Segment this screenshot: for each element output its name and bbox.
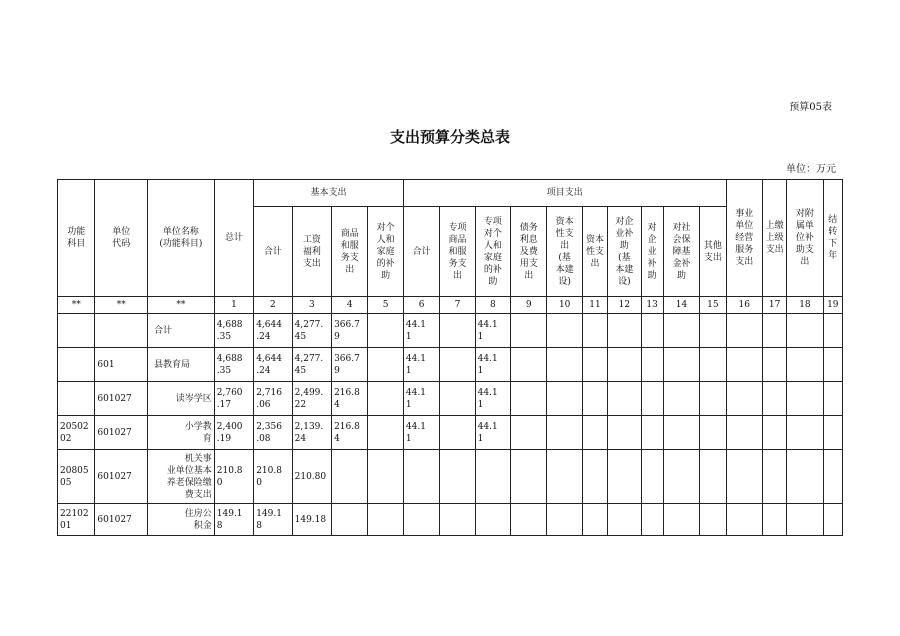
basic-subtotal-cell: 210.8 0 bbox=[254, 450, 292, 504]
column-index-cell: 18 bbox=[787, 297, 823, 314]
upper-cell bbox=[762, 416, 786, 450]
carryover-cell bbox=[823, 416, 842, 450]
col-project-personal: 专项 对个 人和 家庭 的补 助 bbox=[475, 207, 510, 297]
col-total: 总计 bbox=[214, 180, 253, 297]
project-capital-cell bbox=[582, 314, 607, 348]
col-subsidiary: 对附 属单 位补 助支 出 bbox=[787, 180, 823, 297]
unit-code-cell: 601027 bbox=[95, 504, 148, 536]
project-ent-subsidy-build-cell bbox=[608, 416, 641, 450]
basic-subtotal-cell: 4,644 .24 bbox=[254, 348, 292, 382]
column-index-cell: 14 bbox=[663, 297, 699, 314]
column-index-cell: 19 bbox=[823, 297, 842, 314]
col-project-capital: 资本 性支 出 bbox=[582, 207, 607, 297]
subsidiary-cell bbox=[787, 348, 823, 382]
table-row bbox=[58, 314, 843, 348]
unit-code-cell: 601 bbox=[95, 348, 148, 382]
col-unit-name: 单位名称 (功能科目) bbox=[148, 180, 215, 297]
column-index-cell: 6 bbox=[403, 297, 439, 314]
col-project-other: 其他 支出 bbox=[700, 207, 726, 297]
project-capital-cell bbox=[582, 382, 607, 416]
project-capital-build-cell bbox=[547, 416, 582, 450]
project-personal-cell: 44.1 1 bbox=[475, 416, 510, 450]
basic-goods-cell: 366.7 9 bbox=[332, 314, 368, 348]
project-personal-cell: 44.1 1 bbox=[475, 348, 510, 382]
project-other-cell bbox=[700, 382, 726, 416]
upper-cell bbox=[762, 450, 786, 504]
project-debt-cell bbox=[511, 348, 547, 382]
column-index-cell: 17 bbox=[762, 297, 786, 314]
project-goods-cell bbox=[440, 382, 475, 416]
col-business: 事业 单位 经营 服务 支出 bbox=[726, 180, 762, 297]
func-subject-cell: 20502 02 bbox=[58, 416, 95, 450]
project-debt-cell bbox=[511, 450, 547, 504]
unit-code-cell bbox=[95, 314, 148, 348]
project-goods-cell bbox=[440, 504, 475, 536]
project-personal-cell: 44.1 1 bbox=[475, 314, 510, 348]
project-capital-cell bbox=[582, 348, 607, 382]
project-ent-subsidy-cell bbox=[641, 348, 663, 382]
basic-personal-cell bbox=[368, 504, 403, 536]
project-subtotal-cell: 44.1 1 bbox=[403, 416, 439, 450]
budget-table bbox=[57, 179, 843, 536]
upper-cell bbox=[762, 382, 786, 416]
project-other-cell bbox=[700, 348, 726, 382]
basic-subtotal-cell: 2,356 .08 bbox=[254, 416, 292, 450]
basic-subtotal-cell: 149.1 8 bbox=[254, 504, 292, 536]
column-index-cell: 15 bbox=[700, 297, 726, 314]
project-subtotal-cell bbox=[403, 450, 439, 504]
project-ent-subsidy-cell bbox=[641, 314, 663, 348]
table-row bbox=[58, 504, 843, 536]
basic-goods-cell: 216.8 4 bbox=[332, 382, 368, 416]
project-other-cell bbox=[700, 416, 726, 450]
col-project-debt: 债务 利息 及费 用支 出 bbox=[511, 207, 547, 297]
project-capital-build-cell bbox=[547, 382, 582, 416]
col-basic-subtotal: 合计 bbox=[254, 207, 292, 297]
project-ent-subsidy-build-cell bbox=[608, 348, 641, 382]
col-upper: 上缴 上级 支出 bbox=[762, 180, 786, 297]
table-row bbox=[58, 348, 843, 382]
project-other-cell bbox=[700, 504, 726, 536]
column-index-cell: 7 bbox=[440, 297, 475, 314]
col-project-ent-subsidy: 对企 业补 助 bbox=[641, 207, 663, 297]
column-index-cell: 13 bbox=[641, 297, 663, 314]
basic-personal-cell bbox=[368, 348, 403, 382]
project-ent-subsidy-cell bbox=[641, 382, 663, 416]
basic-personal-cell bbox=[368, 450, 403, 504]
subsidiary-cell bbox=[787, 314, 823, 348]
subsidiary-cell bbox=[787, 416, 823, 450]
project-goods-cell bbox=[440, 348, 475, 382]
group-project: 项目支出 bbox=[403, 180, 726, 207]
business-cell bbox=[726, 314, 762, 348]
project-capital-build-cell bbox=[547, 450, 582, 504]
col-project-capital-build: 资本 性支 出 (基 本建 设) bbox=[547, 207, 582, 297]
project-ent-subsidy-build-cell bbox=[608, 504, 641, 536]
col-basic-goods: 商品 和服 务支 出 bbox=[332, 207, 368, 297]
table-row bbox=[58, 382, 843, 416]
col-project-social-fund: 对社 会保 障基 金补 助 bbox=[663, 207, 699, 297]
basic-wages-cell: 4,277. 45 bbox=[292, 348, 331, 382]
basic-goods-cell: 216.8 4 bbox=[332, 416, 368, 450]
basic-goods-cell: 366.7 9 bbox=[332, 348, 368, 382]
project-capital-build-cell bbox=[547, 348, 582, 382]
upper-cell bbox=[762, 314, 786, 348]
carryover-cell bbox=[823, 348, 842, 382]
func-subject-cell bbox=[58, 314, 95, 348]
project-goods-cell bbox=[440, 450, 475, 504]
column-index-cell: ** bbox=[148, 297, 215, 314]
basic-subtotal-cell: 4,644 .24 bbox=[254, 314, 292, 348]
column-index-row bbox=[58, 297, 843, 314]
project-debt-cell bbox=[511, 382, 547, 416]
table-row bbox=[58, 416, 843, 450]
project-subtotal-cell: 44.1 1 bbox=[403, 348, 439, 382]
project-capital-cell bbox=[582, 416, 607, 450]
unit-name-cell: 县教育局 bbox=[148, 348, 215, 382]
unit-name-cell: 住房公 积金 bbox=[148, 504, 215, 536]
unit-label: 单位：万元 bbox=[786, 164, 836, 175]
unit-code-cell: 601027 bbox=[95, 382, 148, 416]
project-personal-cell bbox=[475, 450, 510, 504]
project-capital-build-cell bbox=[547, 504, 582, 536]
total-cell: 2,760 .17 bbox=[214, 382, 253, 416]
basic-subtotal-cell: 2,716 .06 bbox=[254, 382, 292, 416]
func-subject-cell: 20805 05 bbox=[58, 450, 95, 504]
column-index-cell: 16 bbox=[726, 297, 762, 314]
basic-wages-cell: 2,139. 24 bbox=[292, 416, 331, 450]
column-index-cell: 4 bbox=[332, 297, 368, 314]
project-goods-cell bbox=[440, 314, 475, 348]
basic-personal-cell bbox=[368, 416, 403, 450]
total-cell: 4,688 .35 bbox=[214, 348, 253, 382]
basic-wages-cell: 4,277. 45 bbox=[292, 314, 331, 348]
project-social-fund-cell bbox=[663, 416, 699, 450]
basic-wages-cell: 2,499. 22 bbox=[292, 382, 331, 416]
col-project-ent-subsidy-build: 对企 业补 助 (基 本建 设) bbox=[608, 207, 641, 297]
column-index-cell: 2 bbox=[254, 297, 292, 314]
project-ent-subsidy-cell bbox=[641, 504, 663, 536]
column-index-cell: 9 bbox=[511, 297, 547, 314]
column-index-cell: 3 bbox=[292, 297, 331, 314]
carryover-cell bbox=[823, 450, 842, 504]
project-other-cell bbox=[700, 450, 726, 504]
basic-personal-cell bbox=[368, 382, 403, 416]
unit-name-cell: 小学教 育 bbox=[148, 416, 215, 450]
col-unit-code: 单位 代码 bbox=[95, 180, 148, 297]
table-row bbox=[58, 450, 843, 504]
col-basic-personal: 对个 人和 家庭 的补 助 bbox=[368, 207, 403, 297]
unit-name-cell: 读岑学区 bbox=[148, 382, 215, 416]
total-cell: 2,400 .19 bbox=[214, 416, 253, 450]
project-ent-subsidy-build-cell bbox=[608, 450, 641, 504]
carryover-cell bbox=[823, 314, 842, 348]
carryover-cell bbox=[823, 504, 842, 536]
table-body bbox=[58, 314, 843, 536]
col-basic-wages: 工资 福利 支出 bbox=[292, 207, 331, 297]
total-cell: 149.1 8 bbox=[214, 504, 253, 536]
project-capital-cell bbox=[582, 450, 607, 504]
business-cell bbox=[726, 416, 762, 450]
basic-wages-cell: 210.80 bbox=[292, 450, 331, 504]
project-other-cell bbox=[700, 314, 726, 348]
func-subject-cell bbox=[58, 348, 95, 382]
column-index-cell: 5 bbox=[368, 297, 403, 314]
group-basic: 基本支出 bbox=[254, 180, 404, 207]
basic-wages-cell: 149.18 bbox=[292, 504, 331, 536]
basic-goods-cell bbox=[332, 450, 368, 504]
business-cell bbox=[726, 450, 762, 504]
project-subtotal-cell bbox=[403, 504, 439, 536]
col-project-subtotal: 合计 bbox=[403, 207, 439, 297]
form-number: 预算05表 bbox=[789, 102, 832, 113]
subsidiary-cell bbox=[787, 450, 823, 504]
column-index-cell: ** bbox=[58, 297, 95, 314]
project-social-fund-cell bbox=[663, 450, 699, 504]
basic-personal-cell bbox=[368, 314, 403, 348]
subsidiary-cell bbox=[787, 504, 823, 536]
unit-name-cell: 机关事 业单位基本 养老保险缴 费支出 bbox=[148, 450, 215, 504]
project-social-fund-cell bbox=[663, 382, 699, 416]
project-ent-subsidy-build-cell bbox=[608, 314, 641, 348]
project-ent-subsidy-cell bbox=[641, 450, 663, 504]
func-subject-cell bbox=[58, 382, 95, 416]
column-index-cell: 12 bbox=[608, 297, 641, 314]
project-debt-cell bbox=[511, 504, 547, 536]
project-personal-cell bbox=[475, 504, 510, 536]
project-social-fund-cell bbox=[663, 314, 699, 348]
project-capital-build-cell bbox=[547, 314, 582, 348]
upper-cell bbox=[762, 504, 786, 536]
project-social-fund-cell bbox=[663, 504, 699, 536]
unit-name-cell: 合计 bbox=[148, 314, 215, 348]
column-index-cell: 8 bbox=[475, 297, 510, 314]
carryover-cell bbox=[823, 382, 842, 416]
subsidiary-cell bbox=[787, 382, 823, 416]
total-cell: 4,688 .35 bbox=[214, 314, 253, 348]
project-social-fund-cell bbox=[663, 348, 699, 382]
total-cell: 210.8 0 bbox=[214, 450, 253, 504]
unit-code-cell: 601027 bbox=[95, 450, 148, 504]
project-debt-cell bbox=[511, 314, 547, 348]
col-project-goods: 专项 商品 和服 务支 出 bbox=[440, 207, 475, 297]
col-func-subject: 功能 科目 bbox=[58, 180, 95, 297]
basic-goods-cell bbox=[332, 504, 368, 536]
column-index-cell: 1 bbox=[214, 297, 253, 314]
project-subtotal-cell: 44.1 1 bbox=[403, 382, 439, 416]
project-goods-cell bbox=[440, 416, 475, 450]
business-cell bbox=[726, 382, 762, 416]
project-ent-subsidy-cell bbox=[641, 416, 663, 450]
page-title: 支出预算分类总表 bbox=[389, 128, 510, 146]
upper-cell bbox=[762, 348, 786, 382]
business-cell bbox=[726, 348, 762, 382]
project-subtotal-cell: 44.1 1 bbox=[403, 314, 439, 348]
column-index-cell: 11 bbox=[582, 297, 607, 314]
project-personal-cell: 44.1 1 bbox=[475, 382, 510, 416]
project-capital-cell bbox=[582, 504, 607, 536]
column-index-cell: 10 bbox=[547, 297, 582, 314]
func-subject-cell: 22102 01 bbox=[58, 504, 95, 536]
project-ent-subsidy-build-cell bbox=[608, 382, 641, 416]
unit-code-cell: 601027 bbox=[95, 416, 148, 450]
project-debt-cell bbox=[511, 416, 547, 450]
business-cell bbox=[726, 504, 762, 536]
col-carryover: 结 转 下 年 bbox=[823, 180, 842, 297]
column-index-cell: ** bbox=[95, 297, 148, 314]
